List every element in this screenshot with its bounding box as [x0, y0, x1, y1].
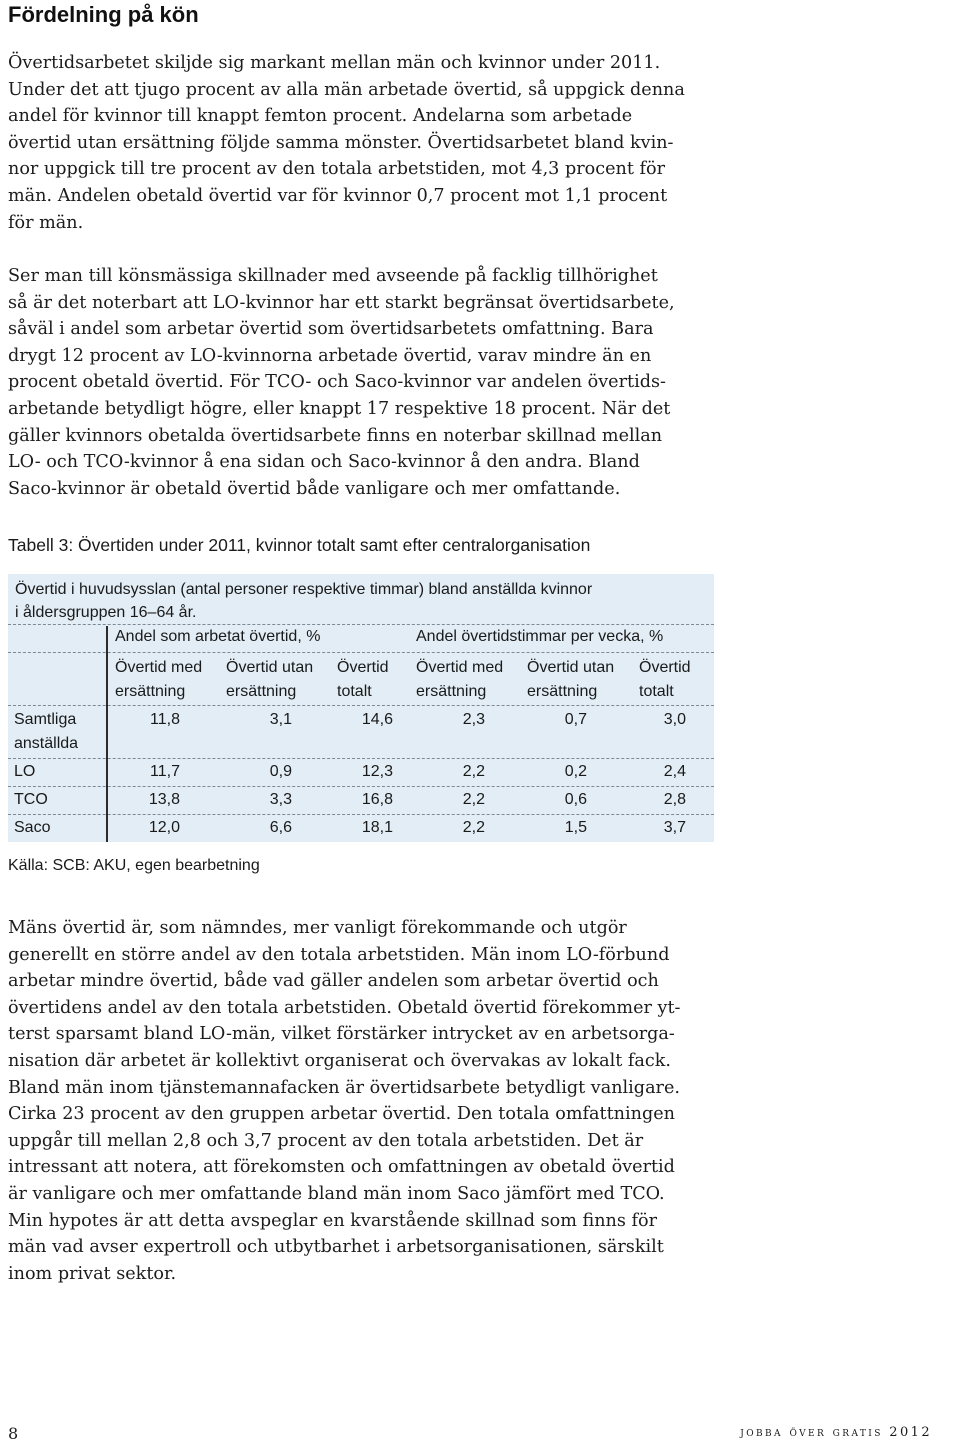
column-header: [416, 656, 503, 704]
paragraph-line: arbetande betydligt högre, eller knappt 17 respektive 18 procent. När det: [8, 398, 671, 419]
table-cell: 3,0: [663, 711, 686, 728]
column-header-line: Övertid: [639, 659, 691, 676]
column-header-line: Övertid: [337, 659, 389, 676]
paragraph-1: [8, 50, 728, 236]
table-divider: [8, 758, 714, 759]
table-cell: 0,7: [564, 711, 587, 728]
paragraph-line: såväl i andel som arbetar övertid som övertidsarbetets omfattning. Bara: [8, 319, 654, 340]
data-table: [8, 574, 714, 842]
paragraph-line: Bland män inom tjänstemannafacken är övertidsarbete betydligt vanligare.: [8, 1077, 680, 1098]
paragraph-line: Mäns övertid är, som nämndes, mer vanligt förekommande och utgör: [8, 918, 627, 938]
paragraph-line: är vanligare och mer omfattande bland män inom Saco jämfört med TCO.: [8, 1183, 665, 1204]
column-header: [337, 656, 389, 704]
table-description: [15, 578, 592, 624]
column-header-line: totalt: [639, 683, 674, 700]
paragraph-line: övertid utan ersättning följde samma mönster. Övertidsarbetet bland kvin-: [8, 132, 674, 153]
row-label-line: LO: [14, 763, 36, 780]
running-title: jobba över gratis 2012: [740, 1425, 932, 1440]
table-cell: 0,6: [564, 791, 587, 808]
group-header-share-overtime: Andel som arbetat övertid, %: [115, 628, 321, 645]
row-label-line: TCO: [14, 791, 48, 808]
paragraph-line: Cirka 23 procent av den gruppen arbetar övertid. Den totala omfattningen: [8, 1104, 675, 1125]
column-header-line: Övertid utan: [226, 659, 314, 676]
paragraph-2: [8, 263, 728, 502]
column-header: [527, 656, 614, 704]
table-cell: 3,3: [269, 791, 292, 808]
column-header: [226, 656, 313, 704]
column-header: [639, 656, 691, 704]
table-cell: 2,4: [663, 763, 686, 780]
paragraph-line: procent obetald övertid. För TCO- och Saco-kvinnor var andelen övertids-: [8, 372, 666, 393]
paragraph-line: Saco-kvinnor är obetald övertid både vanligare och mer omfattande.: [8, 478, 621, 499]
table-cell: 11,7: [150, 763, 180, 780]
table-cell: 14,6: [361, 711, 393, 728]
column-header-line: ersättning: [416, 683, 487, 700]
column-header-line: Övertid med: [115, 659, 203, 676]
paragraph-line: nor uppgick till tre procent av den totala arbetstiden, mot 4,3 procent för: [8, 159, 665, 180]
column-header-line: totalt: [337, 683, 372, 700]
paragraph-line: män. Andelen obetald övertid var för kvinnor 0,7 procent mot 1,1 procent: [8, 185, 668, 206]
table-cell: 2,3: [462, 711, 485, 728]
row-label-samtliga: [14, 708, 78, 756]
table-cell: 12,3: [361, 763, 393, 780]
table-divider: [8, 705, 714, 706]
paragraph-line: gäller kvinnors obetalda övertidsarbete finns en noterbar skillnad mellan: [8, 425, 663, 446]
table-divider: [8, 624, 714, 625]
paragraph-3: [8, 915, 728, 1287]
table-cell: 0,2: [564, 763, 587, 780]
paragraph-line: män vad avser expertroll och utbytbarhet i arbetsorganisationen, särskilt: [8, 1237, 664, 1258]
table-cell: 2,2: [462, 819, 485, 836]
paragraph-line: terst sparsamt bland LO-män, vilket förstärker intrycket av en arbetsorga-: [8, 1024, 675, 1045]
table-cell: 12,0: [148, 819, 180, 836]
column-header-line: ersättning: [527, 683, 598, 700]
paragraph-line: så är det noterbart att LO-kvinnor har ett starkt begränsat övertidsarbete,: [8, 292, 675, 313]
column-header-line: Övertid utan: [527, 659, 615, 676]
table-row-header-divider: [106, 626, 108, 842]
paragraph-line: intressant att notera, att förekomsten och omfattningen av obetald övertid: [8, 1157, 675, 1178]
row-label-line: anställda: [14, 735, 79, 752]
table-description-line: i åldersgruppen 16–64 år.: [15, 604, 197, 621]
paragraph-line: arbetar mindre övertid, både vad gäller andelen som arbetar övertid och: [8, 971, 659, 992]
paragraph-line: Övertidsarbetet skiljde sig markant mellan män och kvinnor under 2011.: [8, 53, 661, 73]
table-cell: 18,1: [361, 819, 393, 836]
column-header-line: ersättning: [115, 683, 186, 700]
row-label-line: Samtliga: [14, 711, 77, 728]
paragraph-line: inom privat sektor.: [8, 1263, 177, 1284]
table-divider: [8, 786, 714, 787]
table-cell: 2,2: [462, 791, 485, 808]
row-label-line: Saco: [14, 819, 51, 836]
table-cell: 2,2: [462, 763, 485, 780]
row-label-saco: [14, 816, 50, 840]
column-header-line: ersättning: [226, 683, 297, 700]
paragraph-line: LO- och TCO-kvinnor å ena sidan och Saco-kvinnor å den andra. Bland: [8, 452, 640, 473]
table-cell: 3,7: [663, 819, 686, 836]
table-cell: 11,8: [150, 711, 180, 728]
table-description-line: Övertid i huvudsysslan (antal personer respektive timmar) bland anställda kvinnor: [15, 581, 593, 598]
paragraph-line: Min hypotes är att detta avspeglar en kvarstående skillnad som finns för: [8, 1210, 658, 1231]
table-cell: 1,5: [564, 819, 587, 836]
paragraph-line: för män.: [8, 212, 84, 233]
table-caption: Tabell 3: Övertiden under 2011, kvinnor totalt samt efter centralorganisation: [8, 535, 591, 555]
column-header-line: Övertid med: [416, 659, 504, 676]
table-cell: 13,8: [148, 791, 180, 808]
row-label-tco: [14, 788, 48, 812]
table-cell: 16,8: [361, 791, 393, 808]
paragraph-line: Ser man till könsmässiga skillnader med avseende på facklig tillhörighet: [8, 266, 658, 286]
table-divider: [8, 814, 714, 815]
table-cell: 3,1: [269, 711, 292, 728]
table-cell: 6,6: [269, 819, 292, 836]
section-heading: Fördelning på kön: [8, 2, 199, 27]
group-header-overtime-hours: Andel övertidstimmar per vecka, %: [416, 628, 664, 645]
table-cell: 0,9: [269, 763, 292, 780]
row-label-lo: [14, 760, 35, 784]
table-divider: [8, 652, 714, 653]
paragraph-line: nisation där arbetet är kollektivt organiserat och övervakas av lokalt fack.: [8, 1050, 671, 1071]
paragraph-line: övertidens andel av den totala arbetstiden. Obetald övertid förekommer yt-: [8, 997, 681, 1018]
paragraph-line: Under det att tjugo procent av alla män arbetade övertid, så uppgick denna: [8, 79, 685, 100]
paragraph-line: drygt 12 procent av LO-kvinnorna arbetade övertid, varav mindre än en: [8, 345, 652, 366]
paragraph-line: generellt en större andel av den totala arbetstiden. Män inom LO-förbund: [8, 944, 670, 965]
table-cell: 2,8: [663, 791, 686, 808]
page-number: 8: [8, 1424, 19, 1443]
paragraph-line: andel för kvinnor till knappt femton procent. Andelarna som arbetade: [8, 106, 633, 127]
table-source: Källa: SCB: AKU, egen bearbetning: [8, 857, 260, 874]
column-header: [115, 656, 202, 704]
paragraph-line: uppgår till mellan 2,8 och 3,7 procent av den totala arbetstiden. Det är: [8, 1130, 644, 1151]
